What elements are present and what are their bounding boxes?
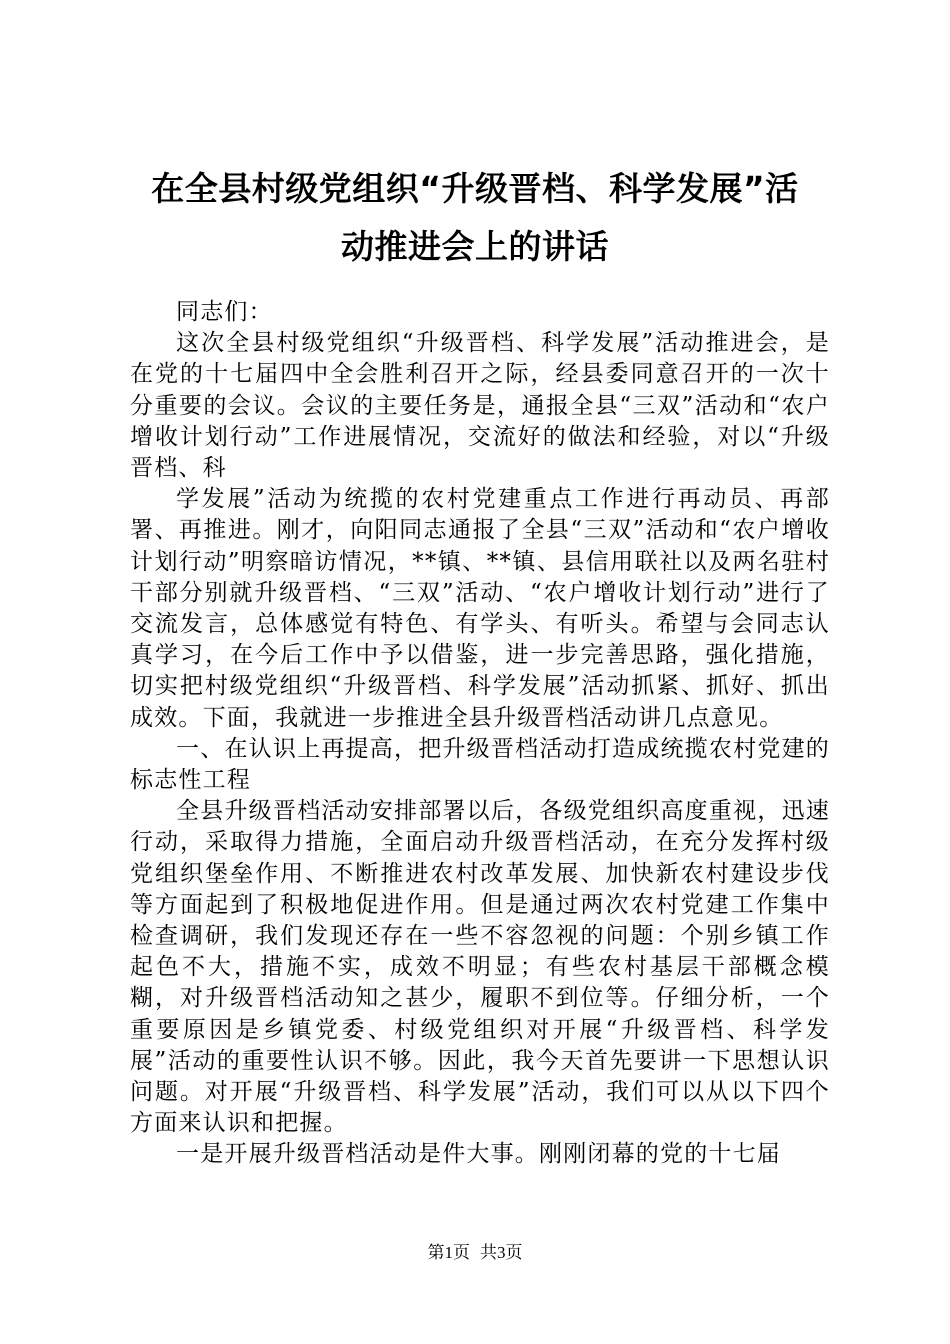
document-title-line-1: 在全县村级党组织“升级晋档、科学发展”活 xyxy=(151,169,799,208)
body-paragraph: 全县升级晋档活动安排部署以后，各级党组织高度重视，迅速行动，采取得力措施，全面启动升级晋档活动，在充分发挥村级党组织堡垒作用、不断推进农村改革发展、加快新农村建设步伐等方面起到了积极地促进作用。但是通过两次农村党建工作集中检查调研，我们发现还存在一些不容忽视的问题：个别乡镇工作起色不大，措施不实，成效不明显；有些农村基层干部概念模糊，对升级晋档活动知之甚少，履职不到位等。仔细分析，一个重要原因是乡镇党委、村级党组织对开展“升级晋档、科学发展”活动的重要性认识不够。因此，我今天首先要讲一下思想认识问题。对开展“升级晋档、科学发展”活动，我们可以从以下四个方面来认识和把握。 xyxy=(130,798,830,1137)
section-heading: 一、在认识上再提高，把升级晋档活动打造成统揽农村党建的标志性工程 xyxy=(130,735,830,794)
salutation: 同志们： xyxy=(176,299,273,325)
page-footer xyxy=(0,1243,950,1263)
page-number-current: 第1页 xyxy=(427,1243,470,1262)
page-number-total: 共3页 xyxy=(480,1243,523,1262)
body-paragraph: 这次全县村级党组织“升级晋档、科学发展”活动推进会，是在党的十七届四中全会胜利召开之际，经县委同意召开的一次十分重要的会议。会议的主要任务是，通报全县“三双”活动和“农户增收计划行动”工作进展情况，交流好的做法和经验，对以“升级晋档、科 xyxy=(130,330,830,482)
document-title-line-2: 动推进会上的讲话 xyxy=(341,227,609,266)
body-paragraph: 学发展”活动为统揽的农村党建重点工作进行再动员、再部署、再推进。刚才，向阳同志通报了全县“三双”活动和“农户增收计划行动”明察暗访情况，**镇、**镇、县信用联社以及两名驻村干部分别就升级晋档、“三双”活动、“农户增收计划行动”进行了交流发言，总体感觉有特色、有学头、有听头。希望与会同志认真学习，在今后工作中予以借鉴，进一步完善思路，强化措施，切实把村级党组织“升级晋档、科学发展”活动抓紧、抓好、抓出成效。下面，我就进一步推进全县升级晋档活动讲几点意见。 xyxy=(130,486,830,731)
document-title xyxy=(110,160,840,276)
document-body xyxy=(130,297,830,1171)
body-paragraph: 一是开展升级晋档活动是件大事。刚刚闭幕的党的十七届 xyxy=(176,1141,781,1168)
